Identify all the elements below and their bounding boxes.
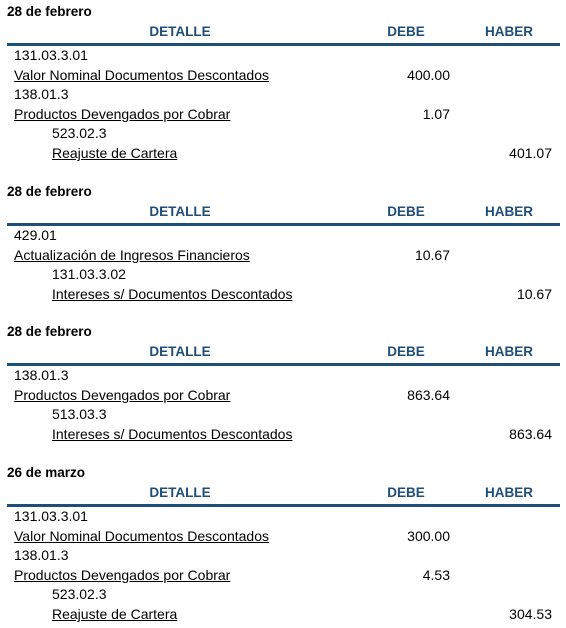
account-name: Valor Nominal Documentos Descontados (14, 66, 269, 83)
journal-line (0, 385, 566, 405)
column-header-detalle: DETALLE (149, 204, 211, 219)
account-name: Intereses s/ Documentos Descontados (52, 285, 293, 302)
column-header-debe: DEBE (387, 204, 425, 219)
account-name: Valor Nominal Documentos Descontados (14, 527, 269, 544)
account-code: 523.02.3 (52, 125, 107, 142)
debe-amount: 4.53 (422, 566, 450, 583)
journal-line (0, 284, 566, 304)
journal-line (0, 526, 566, 546)
account-code: 131.03.3.01 (14, 508, 88, 524)
account-name: Reajuste de Cartera (52, 606, 178, 622)
column-header-debe: DEBE (387, 344, 425, 359)
journal-line (0, 143, 566, 163)
debe-amount: 400.00 (407, 66, 450, 83)
account-code: 513.03.3 (52, 406, 107, 423)
entry-date: 26 de marzo (7, 465, 86, 480)
account-name: Productos Devengados por Cobrar (14, 386, 231, 403)
column-header-haber: HABER (484, 204, 533, 219)
journal-line (0, 45, 566, 65)
journal-line (0, 424, 566, 444)
journal-line (0, 604, 566, 624)
account-name: Productos Devengados por Cobrar (14, 566, 231, 583)
haber-amount: 401.07 (509, 145, 552, 161)
column-header-detalle: DETALLE (149, 485, 211, 500)
journal-line (0, 245, 566, 265)
entry-date: 28 de febrero (7, 184, 92, 199)
account-code: 138.01.3 (14, 86, 69, 103)
account-code: 131.03.3.01 (14, 47, 88, 63)
column-header-debe: DEBE (387, 485, 425, 500)
journal-line (0, 123, 566, 143)
haber-amount: 863.64 (509, 425, 552, 442)
journal-line (0, 65, 566, 85)
column-header-detalle: DETALLE (149, 344, 211, 359)
column-header-haber: HABER (484, 344, 533, 359)
account-code: 138.01.3 (14, 547, 69, 564)
journal-line (0, 84, 566, 104)
column-header-debe: DEBE (387, 24, 425, 39)
account-name: Reajuste de Cartera (52, 145, 178, 161)
account-code: 138.01.3 (14, 367, 69, 383)
journal-line (0, 104, 566, 124)
haber-amount: 10.67 (516, 285, 552, 302)
account-name: Actualización de Ingresos Financieros (14, 246, 250, 263)
journal-line (0, 506, 566, 526)
account-code: 523.02.3 (52, 586, 107, 603)
column-header-detalle: DETALLE (149, 24, 211, 39)
debe-amount: 1.07 (422, 105, 450, 122)
journal-entry (0, 323, 566, 443)
column-header-haber: HABER (484, 24, 533, 39)
entry-date: 28 de febrero (7, 324, 92, 339)
debe-amount: 863.64 (407, 386, 450, 403)
journal-line (0, 225, 566, 245)
debe-amount: 10.67 (414, 246, 450, 263)
column-header-haber: HABER (484, 485, 533, 500)
journal-entry (0, 183, 566, 303)
account-name: Intereses s/ Documentos Descontados (52, 425, 293, 442)
journal-line (0, 404, 566, 424)
journal-entry (0, 3, 566, 163)
journal-entry (0, 464, 566, 624)
account-name: Productos Devengados por Cobrar (14, 105, 231, 122)
journal-line (0, 545, 566, 565)
journal-line (0, 365, 566, 385)
haber-amount: 304.53 (509, 606, 552, 622)
account-code: 429.01 (14, 227, 57, 243)
entry-date: 28 de febrero (7, 4, 92, 19)
account-code: 131.03.3.02 (52, 266, 126, 283)
journal-line (0, 584, 566, 604)
journal-line (0, 264, 566, 284)
debe-amount: 300.00 (407, 527, 450, 544)
journal-line (0, 565, 566, 585)
